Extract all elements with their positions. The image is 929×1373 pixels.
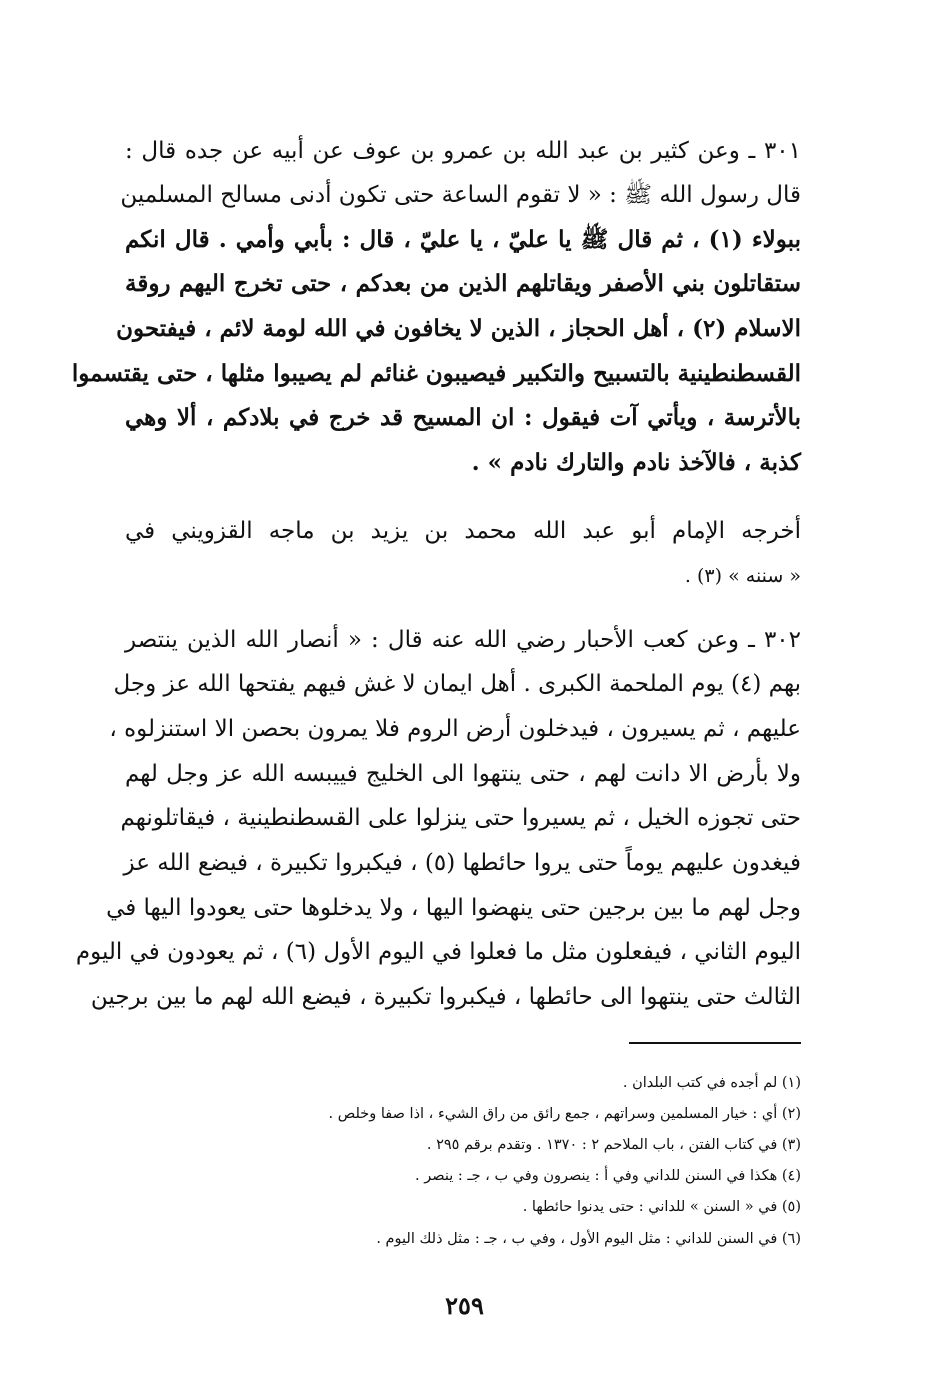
page-number: ٢٥٩ (445, 1291, 484, 1320)
footnote-1: (١) لم أجده في كتب البلدان . (622, 1075, 801, 1091)
hadith-302-line-2: بهم (٤) يوم الملحمة الكبرى . أهل ايمان لا غش فيهم يفتحها الله عز وجل (113, 671, 801, 697)
hadith-302-line-9: الثالث حتى ينتهوا الى حائطها ، فيكبروا تكبيرة ، فيضع الله لهم ما بين برجين (90, 984, 801, 1010)
hadith-301-line-4: ستقاتلون بني الأصفر ويقاتلهم الذين من بعدكم ، حتى تخرج اليهم روقة (125, 270, 801, 297)
hadith-302-line-8: اليوم الثاني ، فيفعلون مثل ما فعلوا في اليوم الأول (٦) ، ثم يعودون في اليوم (75, 939, 801, 965)
footnote-4: (٤) هكذا في السنن للداني وفي أ : ينصرون وفي ب ، جـ : ينصر . (415, 1168, 801, 1184)
hadith-301-line-7: بالأترسة ، ويأتي آت فيقول : ان المسيح قد خرج في بلادكم ، ألا وهي (125, 404, 801, 431)
hadith-302-line-4: ولا بأرض الا دانت لهم ، حتى ينتهوا الى الخليج فييبسه الله عز وجل لهم (125, 761, 801, 787)
hadith-301-line-8: كذبة ، فالآخذ نادم والتارك نادم » . (471, 449, 801, 476)
hadith-302-line-6: فيغدون عليهم يوماً حتى يروا حائطها (٥) ، فيكبروا تكبيرة ، فيضع الله عز (123, 850, 801, 876)
hadith-302-line-3: عليهم ، ثم يسيرون ، فيدخلون أرض الروم فلا يمرون بحصن الا استنزلوه ، (109, 716, 801, 742)
footnote-3: (٣) في كتاب الفتن ، باب الملاحم ٢ : ١٣٧٠ . وتقدم برقم ٢٩٥ . (426, 1137, 801, 1153)
hadith-301-line-5: الاسلام (٢) ، أهل الحجاز ، الذين لا يخافون في الله لومة لائم ، فيفتحون (116, 315, 801, 342)
footnote-2: (٢) أي : خيار المسلمين وسراتهم ، جمع رائق من راق الشيء ، اذا صفا وخلص . (328, 1106, 801, 1122)
hadith-301-line-6: القسطنطينية بالتسبيح والتكبير فيصيبون غنائم لم يصيبوا مثلها ، حتى يقتسموا (71, 360, 801, 387)
footnote-6: (٦) في السنن للداني : مثل اليوم الأول ، وفي ب ، جـ : مثل ذلك اليوم . (376, 1231, 801, 1247)
hadith-302-line-5: حتى تجوزه الخيل ، ثم يسيروا حتى ينزلوا على القسطنطينية ، فيقاتلونهم (120, 805, 801, 831)
takhrij-301-line-2: « سننه » (٣) . (684, 565, 801, 587)
footnote-separator (629, 1042, 801, 1044)
footnote-5: (٥) في « السنن » للداني : حتى يدنوا حائطها . (522, 1199, 801, 1215)
hadith-302-line-1: ٣٠٢ ـ وعن كعب الأحبار رضي الله عنه قال : « أنصار الله الذين ينتصر (125, 627, 801, 653)
hadith-302-line-7: وجل لهم ما بين برجين حتى ينهضوا اليها ، ولا يدخلوها حتى يعودوا اليها في (106, 895, 801, 921)
takhrij-301-line-1: أخرجه الإمام أبو عبد الله محمد بن يزيد بن ماجه القزويني في (125, 518, 801, 544)
hadith-301-line-2: قال رسول الله ﷺ : « لا تقوم الساعة حتى تكون أدنى مسالح المسلمين (120, 182, 801, 208)
hadith-301-line-3: ببولاء (١) ، ثم قال ﷺ يا عليّ ، يا عليّ ، قال : بأبي وأمي . قال انكم (125, 226, 802, 253)
hadith-301-line-1: ٣٠١ ـ وعن كثير بن عبد الله بن عمرو بن عوف عن أبيه عن جده قال : (125, 138, 801, 164)
